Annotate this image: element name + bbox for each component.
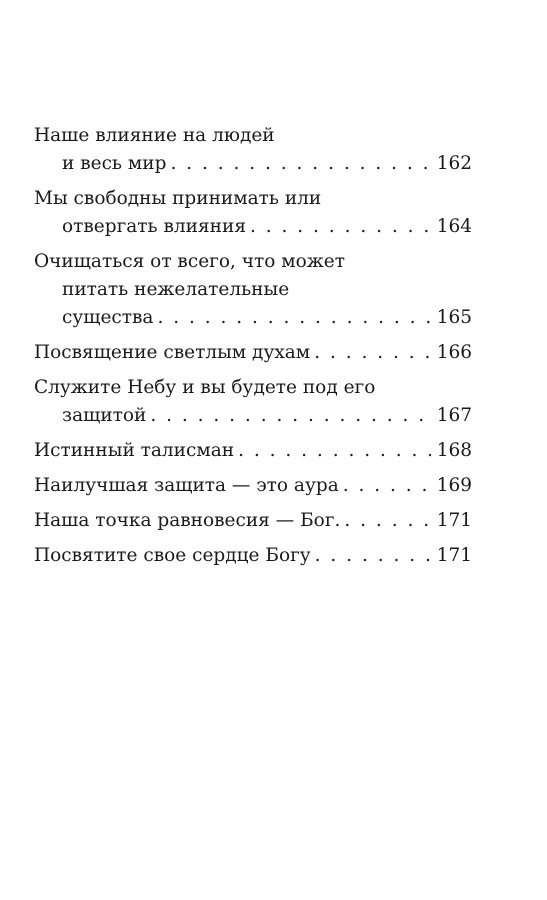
toc-entry-title-end: отвергать влияния xyxy=(62,216,246,237)
toc-entry-last-line xyxy=(34,150,472,178)
dot-leader xyxy=(343,472,431,500)
toc-entry-title: Истинный талисман xyxy=(34,440,235,461)
toc-entry-last-line xyxy=(34,304,472,332)
toc-page-number: 169 xyxy=(436,475,472,496)
toc-entry-last-line xyxy=(34,507,472,535)
toc-page-number: 162 xyxy=(436,153,472,174)
toc-entry-title-line: Очищаться от всего, что может xyxy=(34,251,345,272)
table-of-contents xyxy=(34,122,472,577)
toc-entry xyxy=(34,339,472,367)
toc-page-number: 171 xyxy=(436,545,472,566)
toc-entry xyxy=(34,122,472,178)
toc-entry-title-end: и весь мир xyxy=(62,153,167,174)
toc-entry xyxy=(34,248,472,332)
toc-entry-last-line xyxy=(34,339,472,367)
toc-page-number: 165 xyxy=(436,307,472,328)
dot-leader xyxy=(314,339,430,367)
toc-entry xyxy=(34,437,472,465)
dot-leader xyxy=(315,542,431,570)
toc-page-number: 166 xyxy=(436,342,472,363)
toc-entry-title: Наилучшая защита — это аура xyxy=(34,475,339,496)
toc-entry-title-line: Наше влияние на людей xyxy=(34,125,275,146)
dot-leader xyxy=(238,437,431,465)
toc-entry-title-line: Служите Небу и вы будете под его xyxy=(34,377,376,398)
toc-entry-title: Посвятите свое сердце Богу xyxy=(34,545,311,566)
toc-entry xyxy=(34,185,472,241)
toc-page-number: 164 xyxy=(436,216,472,237)
dot-leader xyxy=(150,402,430,430)
toc-entry-last-line xyxy=(34,542,472,570)
dot-leader xyxy=(250,213,431,241)
toc-entry-title-line: Мы свободны принимать или xyxy=(34,188,322,209)
dot-leader xyxy=(344,507,430,535)
dot-leader xyxy=(157,304,430,332)
dot-leader xyxy=(170,150,430,178)
toc-entry-title: Посвящение светлым духам xyxy=(34,342,311,363)
toc-entry-title: Наша точка равновесия — Бог. xyxy=(34,510,341,531)
toc-page-number: 167 xyxy=(436,405,472,426)
toc-entry xyxy=(34,542,472,570)
toc-entry-last-line xyxy=(34,402,472,430)
toc-entry xyxy=(34,472,472,500)
toc-page-number: 171 xyxy=(436,510,472,531)
toc-page-number: 168 xyxy=(436,440,472,461)
toc-entry-title-end: защитой xyxy=(62,405,147,426)
toc-entry-last-line xyxy=(34,213,472,241)
toc-entry-title-end: существа xyxy=(62,307,154,328)
toc-entry-title-line: питать нежелательные xyxy=(62,279,290,300)
toc-entry xyxy=(34,374,472,430)
toc-entry-last-line xyxy=(34,437,472,465)
toc-entry-last-line xyxy=(34,472,472,500)
toc-entry xyxy=(34,507,472,535)
